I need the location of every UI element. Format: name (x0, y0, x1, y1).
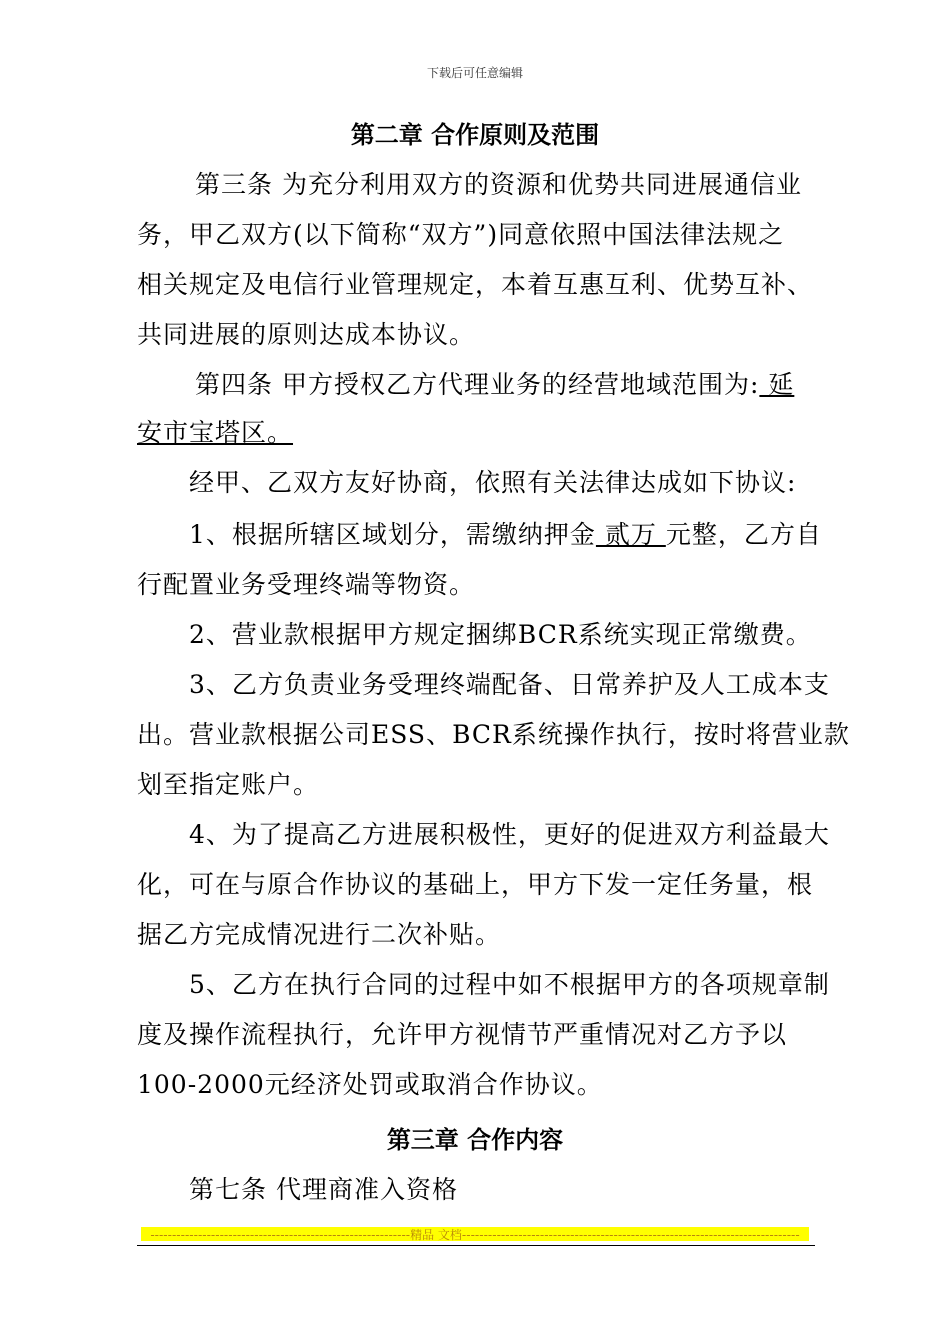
article-4-region-part-1: 延 (759, 370, 795, 399)
item-5-line-3: 100-2000元经济处罚或取消合作协议。 (137, 1070, 603, 1099)
item-1-prefix: 1、根据所辖区域划分，需缴纳押金 (189, 520, 596, 549)
item-3-line-2: 出。营业款根据公司ESS、BCR系统操作执行，按时将营业款 (137, 720, 850, 749)
agreement-intro: 经甲、乙双方友好协商，依照有关法律达成如下协议: (189, 468, 797, 497)
article-4-line-1 (137, 365, 817, 401)
article-3-line-1: 第三条 为充分利用双方的资源和优势共同进展通信业 (195, 170, 802, 199)
article-4-region-part-2: 安市宝塔区。 (137, 418, 294, 447)
item-3-line-3: 划至指定账户。 (137, 770, 320, 799)
footer-rule (137, 1245, 815, 1246)
item-5-line-1: 5、乙方在执行合同的过程中如不根据甲方的各项规章制 (189, 970, 830, 999)
deposit-amount: 贰万 (595, 520, 666, 549)
item-1-suffix: 元整，乙方自 (665, 520, 822, 549)
item-4-line-2: 化，可在与原合作协议的基础上，甲方下发一定任务量，根 (137, 870, 814, 899)
article-3-line-2: 务，甲乙双方(以下简称“双方”)同意依照中国法律法规之 (137, 220, 785, 249)
article-3-line-3: 相关规定及电信行业管理规定，本着互惠互利、优势互补、 (137, 270, 814, 299)
item-4-line-3: 据乙方完成情况进行二次补贴。 (137, 920, 502, 949)
item-1-line-1 (137, 515, 822, 551)
article-7-heading: 第七条 代理商准入资格 (189, 1175, 458, 1204)
item-4-line-1: 4、为了提高乙方进展积极性，更好的促进双方利益最大 (189, 820, 830, 849)
item-5-line-2: 度及操作流程执行，允许甲方视情节严重情况对乙方予以 (137, 1020, 788, 1049)
chapter-2-title: 第二章 合作原则及范围 (350, 121, 600, 149)
item-2-line-1: 2、营业款根据甲方规定捆绑BCR系统实现正常缴费。 (189, 620, 812, 649)
article-3-line-4: 共同进展的原则达成本协议。 (137, 320, 476, 349)
chapter-3-title: 第三章 合作内容 (386, 1126, 564, 1154)
footer-label: ------------------------------------------------------------精品 文档------------------------------------------------------------------------------ (150, 1228, 800, 1242)
article-4-text: 第四条 甲方授权乙方代理业务的经营地域范围为: (195, 370, 760, 399)
article-4-line-2 (137, 413, 817, 449)
item-1-line-2: 行配置业务受理终端等物资。 (137, 570, 476, 599)
item-3-line-1: 3、乙方负责业务受理终端配备、日常养护及人工成本支 (189, 670, 830, 699)
header-note: 下载后可任意编辑 (426, 66, 523, 80)
